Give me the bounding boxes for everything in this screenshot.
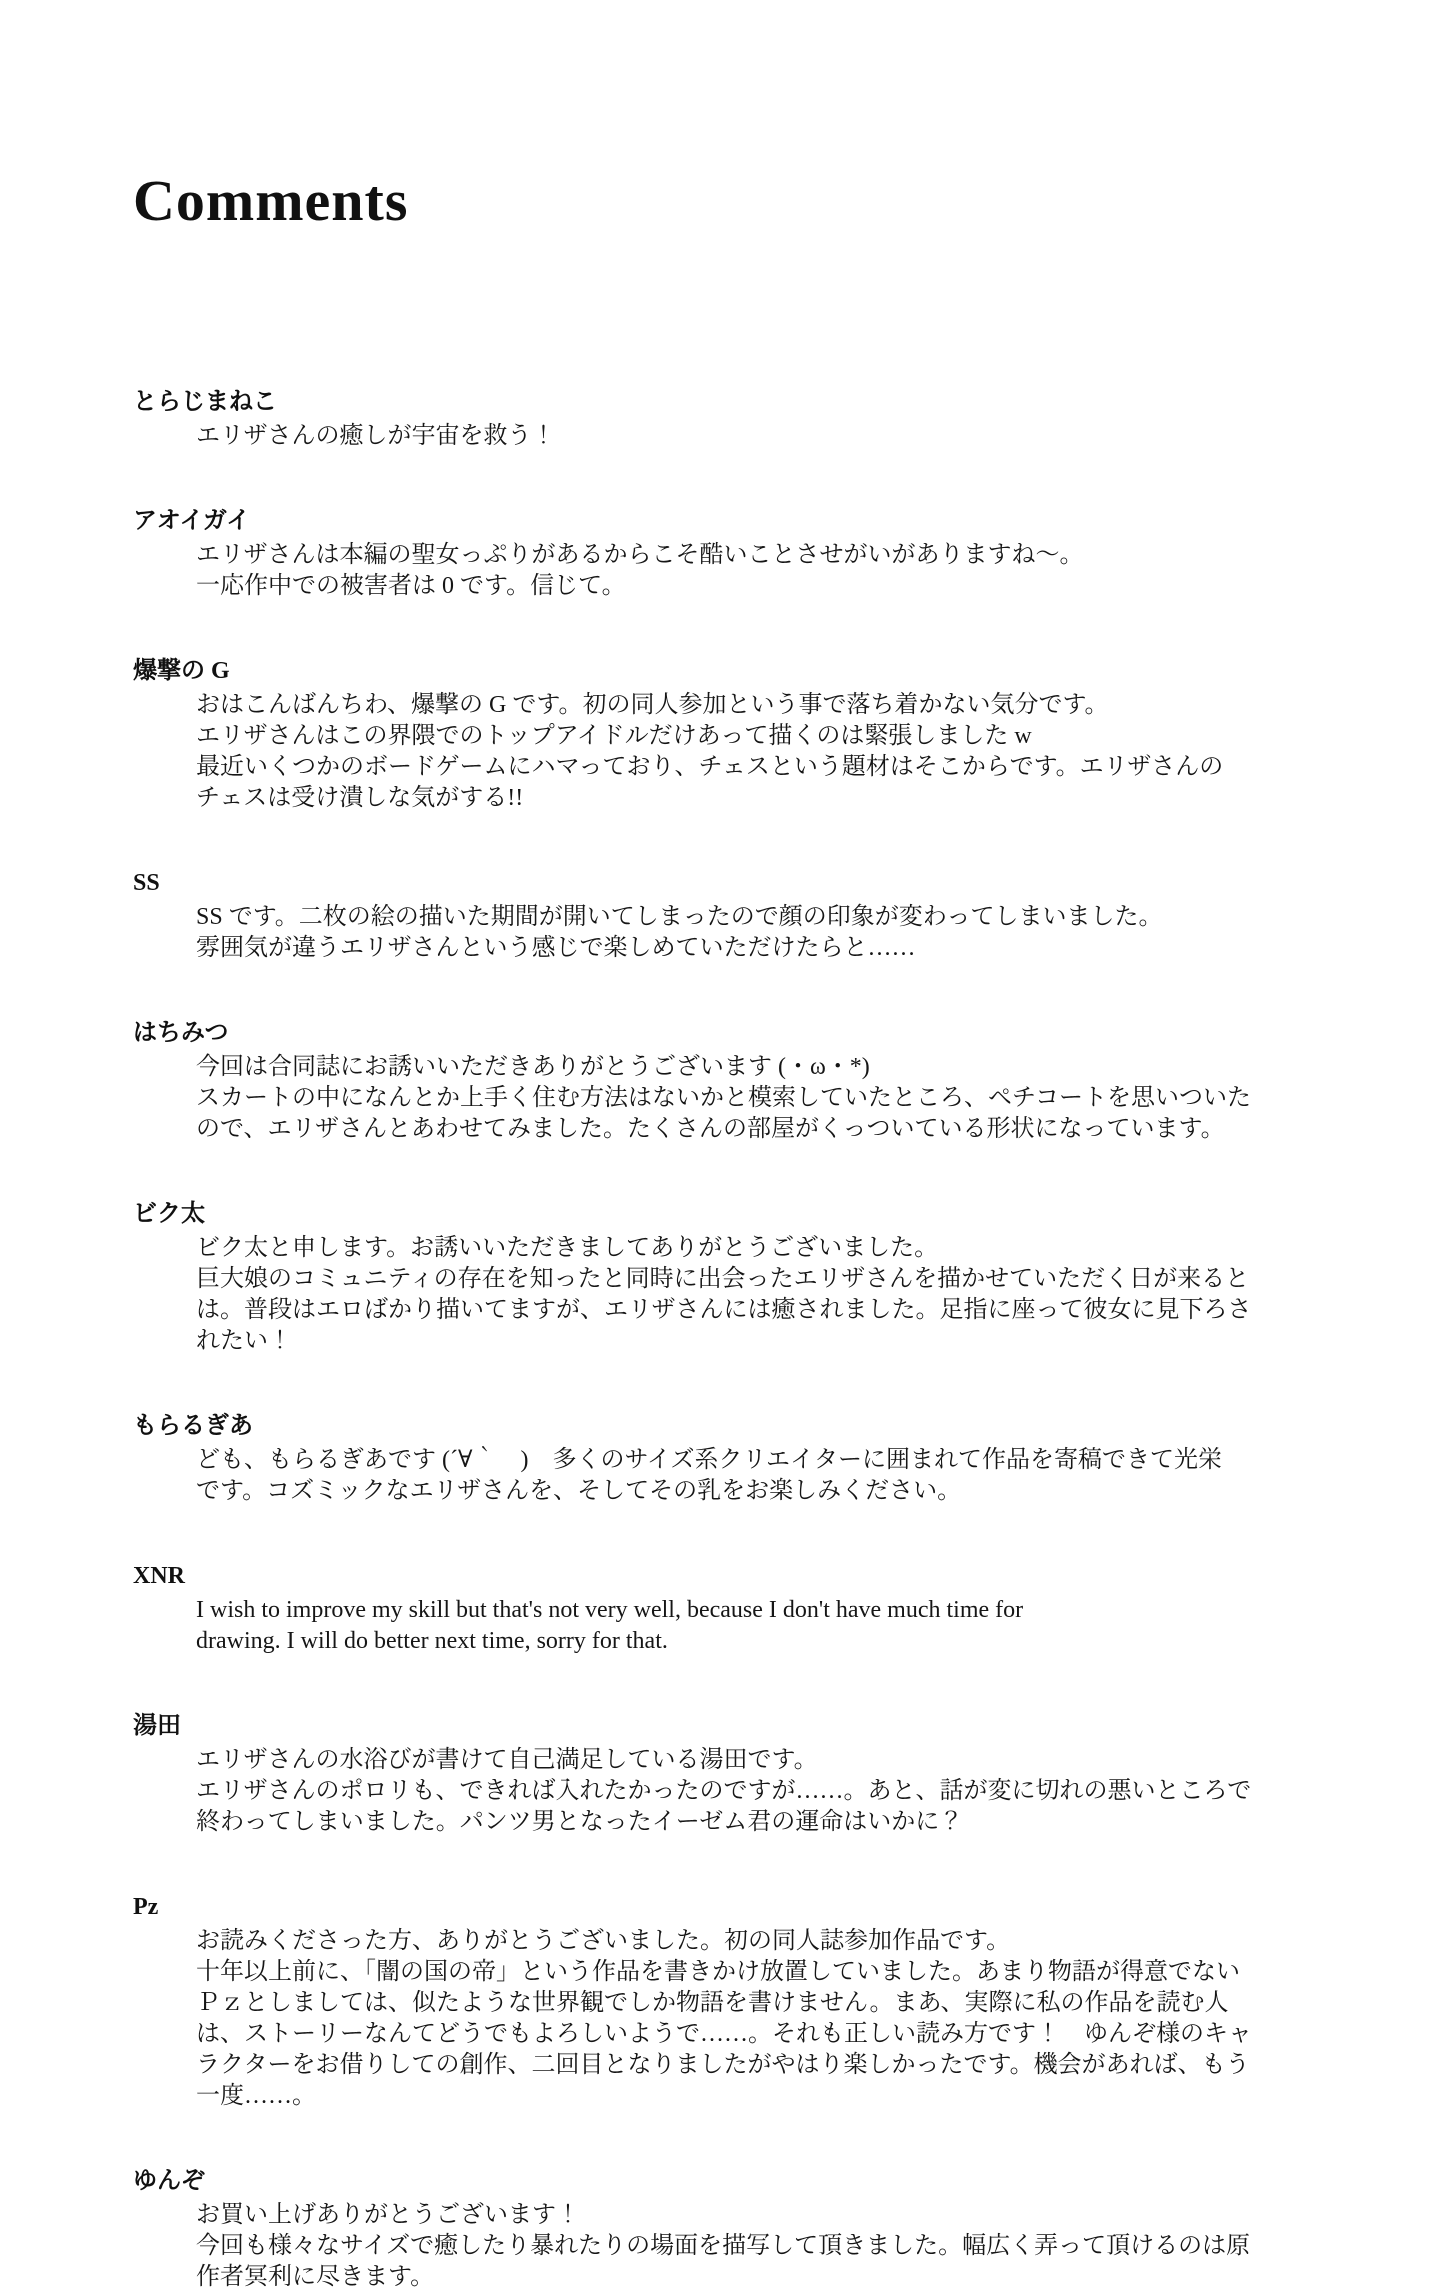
comment-line: drawing. I will do better next time, sorry for that. bbox=[196, 1627, 668, 1654]
comment-line: 雰囲気が違うエリザさんという感じで楽しめていただけたらと…… bbox=[196, 934, 916, 961]
commenter-name: とらじまねこ bbox=[133, 388, 277, 415]
comment-line: チェスは受け潰しな気がする!! bbox=[196, 784, 524, 811]
comment-line: エリザさんの水浴びが書けて自己満足している湯田です。 bbox=[196, 1746, 818, 1773]
comment-line: スカートの中になんとか上手く住む方法はないかと模索していたところ、ペチコートを思いついた bbox=[196, 1084, 1252, 1111]
comment-section bbox=[133, 1711, 1373, 1838]
comment-line: エリザさんの癒しが宇宙を救う！ bbox=[196, 422, 556, 449]
comment-line: ので、エリザさんとあわせてみました。たくさんの部屋がくっついている形状になっています。 bbox=[196, 1115, 1225, 1142]
comment-line: エリザさんは本編の聖女っぷりがあるからこそ酷いことさせがいがありますね～。 bbox=[196, 541, 1084, 568]
comment-text bbox=[196, 1595, 1373, 1657]
commenter-name: XNR bbox=[133, 1562, 185, 1589]
comment-line: 今回も様々なサイズで癒したり暴れたりの場面を描写して頂きました。幅広く弄って頂けるのは原 bbox=[196, 2232, 1251, 2259]
comment-line: エリザさんはこの界隈でのトップアイドルだけあって描くのは緊張しました w bbox=[196, 722, 1032, 749]
comment-line: Ｐｚとしましては、似たような世界観でしか物語を書けません。まあ、実際に私の作品を読む人 bbox=[196, 1989, 1229, 2016]
comment-text bbox=[196, 690, 1373, 814]
comment-line: 一度……。 bbox=[196, 2082, 316, 2109]
page-title: Comments bbox=[133, 168, 409, 233]
comment-line: です。コズミックなエリザさんを、そしてその乳をお楽しみください。 bbox=[196, 1477, 962, 1504]
comment-text bbox=[196, 540, 1373, 602]
commenter-name: アオイガイ bbox=[133, 507, 251, 534]
comment-text bbox=[196, 1233, 1373, 1357]
comment-line: 一応作中での被害者は 0 です。信じて。 bbox=[196, 572, 626, 599]
comment-line: 十年以上前に、「闇の国の帝」という作品を書きかけ放置していました。あまり物語が得意でない bbox=[196, 1958, 1240, 1985]
comment-text bbox=[196, 1926, 1373, 2112]
comment-line: エリザさんのポロリも、できれば入れたかったのですが……。あと、話が変に切れの悪いところで bbox=[196, 1777, 1252, 1804]
comment-section bbox=[133, 868, 1373, 964]
comment-text bbox=[196, 421, 1373, 452]
comment-line: お読みくださった方、ありがとうございました。初の同人誌参加作品です。 bbox=[196, 1927, 1011, 1954]
comment-section bbox=[133, 1411, 1373, 1507]
comment-line: れたい！ bbox=[196, 1327, 292, 1354]
comment-line: 今回は合同誌にお誘いいただきありがとうございます (・ω・*) bbox=[196, 1053, 870, 1080]
commenter-name: Pz bbox=[133, 1893, 159, 1920]
commenter-name: はちみつ bbox=[133, 1019, 229, 1046]
comment-line: ラクターをお借りしての創作、二回目となりましたがやはり楽しかったです。機会があれば、もう bbox=[196, 2051, 1250, 2078]
commenter-name: ビク太 bbox=[133, 1200, 205, 1227]
comment-section bbox=[133, 1199, 1373, 1357]
comment-line: 作者冥利に尽きます。 bbox=[196, 2263, 435, 2290]
comment-line: I wish to improve my skill but that's not very well, because I don't have much time for bbox=[196, 1596, 1024, 1623]
commenter-name: 爆撃の G bbox=[133, 657, 230, 684]
comment-line: は、ストーリーなんてどうでもよろしいようで……。それも正しい読み方です！ ゆんぞ様のキャ bbox=[196, 2020, 1252, 2047]
comment-section bbox=[133, 1018, 1373, 1145]
comment-text bbox=[196, 2200, 1373, 2293]
comment-line: は。普段はエロばかり描いてますが、エリザさんには癒されました。足指に座って彼女に見下ろさ bbox=[196, 1296, 1252, 1323]
comment-section bbox=[133, 656, 1373, 814]
comment-line: おはこんばんちわ、爆撃の G です。初の同人参加という事で落ち着かない気分です。 bbox=[196, 691, 1109, 718]
comment-section bbox=[133, 506, 1373, 602]
commenter-name: ゆんぞ bbox=[133, 2167, 205, 2194]
comment-line: 巨大娘のコミュニティの存在を知ったと同時に出会ったエリザさんを描かせていただく日が来ると bbox=[196, 1265, 1250, 1292]
comment-section bbox=[133, 1561, 1373, 1657]
commenter-name: もらるぎあ bbox=[133, 1412, 253, 1439]
comments-list bbox=[133, 387, 1373, 2293]
commenter-name: 湯田 bbox=[133, 1712, 181, 1739]
comment-text bbox=[196, 1445, 1373, 1507]
comment-line: ビク太と申します。お誘いいただきましてありがとうございました。 bbox=[196, 1234, 939, 1261]
comment-section bbox=[133, 387, 1373, 452]
commenter-name: SS bbox=[133, 869, 160, 896]
comment-text bbox=[196, 1745, 1373, 1838]
comment-section bbox=[133, 2166, 1373, 2293]
comment-text bbox=[196, 902, 1373, 964]
comment-section bbox=[133, 1892, 1373, 2112]
comment-text bbox=[196, 1052, 1373, 1145]
comment-line: SS です。二枚の絵の描いた期間が開いてしまったので顔の印象が変わってしまいました。 bbox=[196, 903, 1163, 930]
comment-line: 終わってしまいました。パンツ男となったイーゼム君の運命はいかに？ bbox=[196, 1808, 964, 1835]
comment-line: お買い上げありがとうございます！ bbox=[196, 2201, 580, 2228]
comment-line: 最近いくつかのボードゲームにハマっており、チェスという題材はそこからです。エリザさんの bbox=[196, 753, 1224, 780]
comment-line: ども、もらるぎあです (´∀｀ ) 多くのサイズ系クリエイターに囲まれて作品を寄稿できて光栄 bbox=[196, 1446, 1223, 1473]
